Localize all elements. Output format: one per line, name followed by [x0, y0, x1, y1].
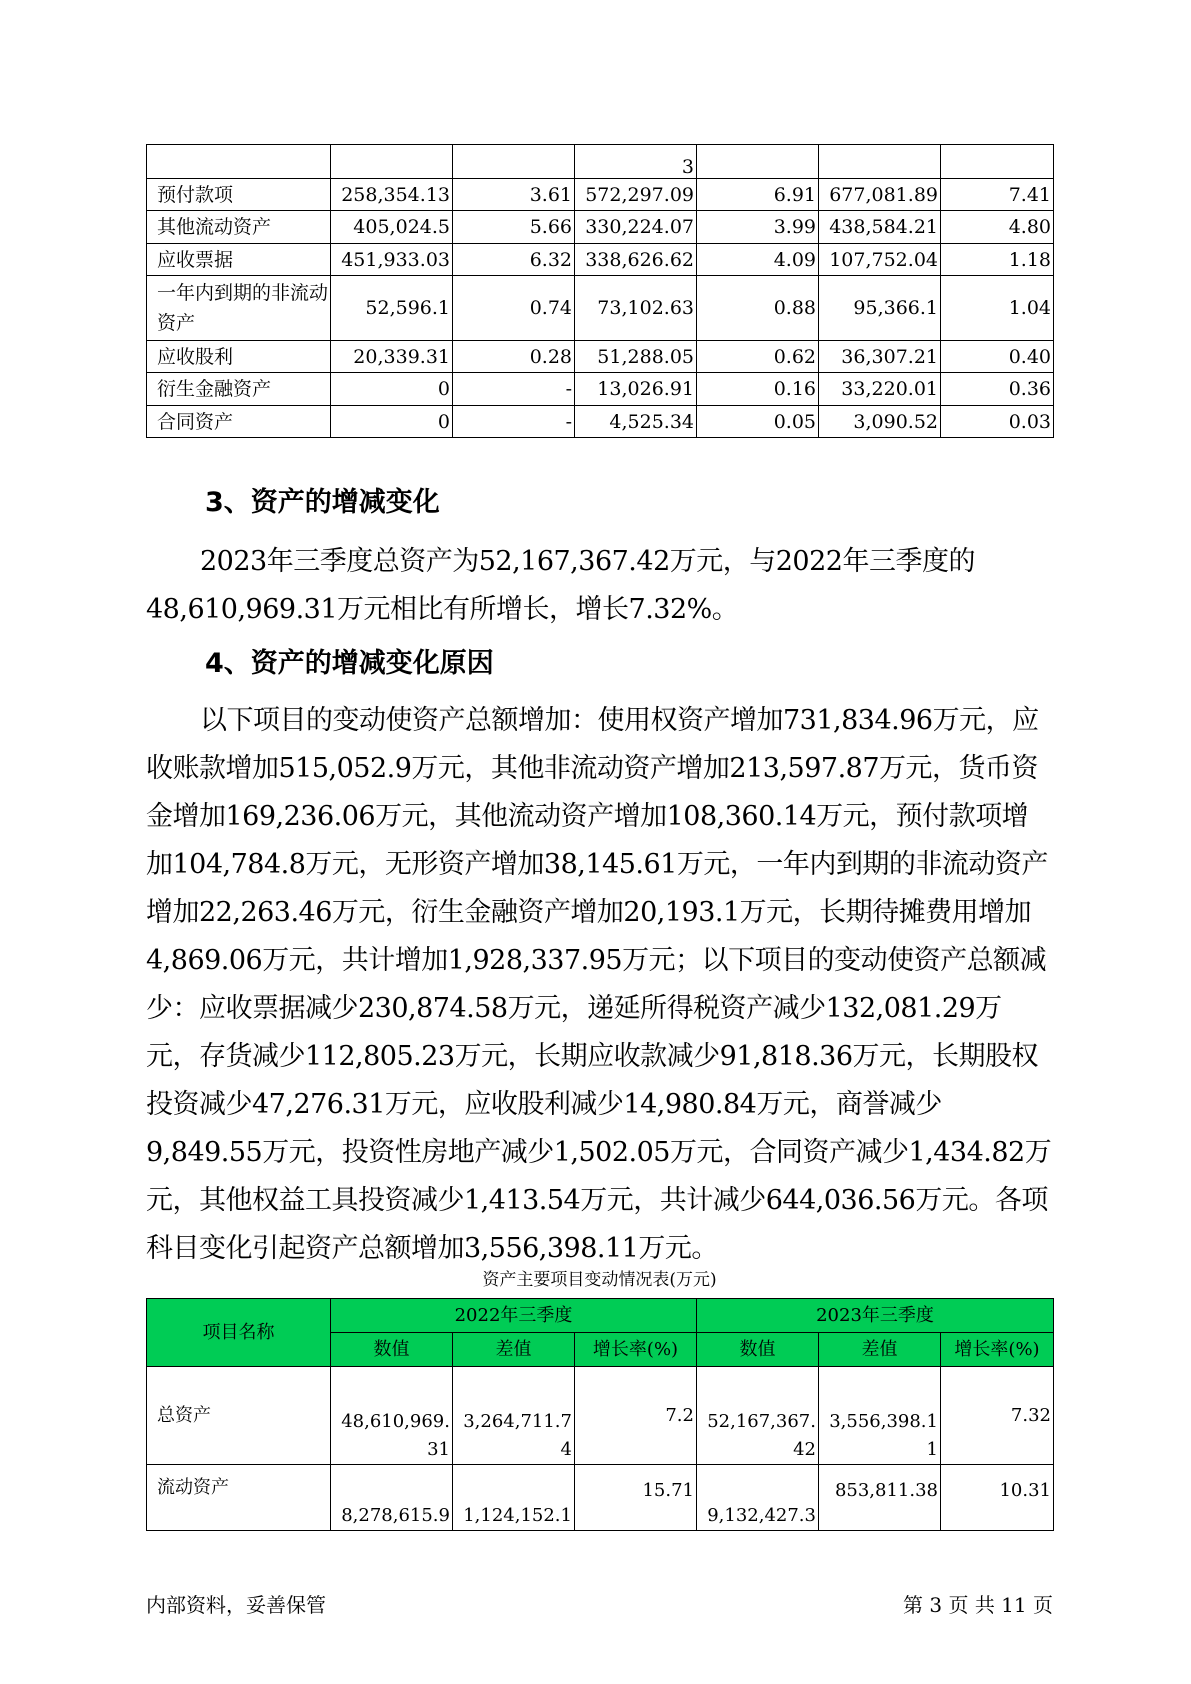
cell: 258,354.13 [331, 179, 453, 211]
cell: 33,220.01 [819, 373, 941, 406]
cell: 73,102.63 [575, 276, 697, 341]
cell: - [453, 373, 575, 406]
cell: 0.88 [697, 276, 819, 341]
cell: 4,525.34 [575, 406, 697, 438]
table-row [147, 1465, 1054, 1531]
cell: 107,752.04 [819, 244, 941, 276]
cell: 6.32 [453, 244, 575, 276]
asset-change-table [146, 1298, 1054, 1531]
row-name: 合同资产 [147, 406, 331, 438]
section4-heading: 4、资产的增减变化原因 [205, 648, 494, 679]
cell: 677,081.89 [819, 179, 941, 211]
cell: 438,584.21 [819, 211, 941, 244]
header-growth: 增长率(%) [941, 1333, 1054, 1367]
cell: 0.74 [453, 276, 575, 341]
row-name: 一年内到期的非流动资产 [147, 276, 331, 341]
cell: 52,167,367.42 [697, 1367, 819, 1465]
cell: 3,556,398.11 [819, 1367, 941, 1465]
row-name: 预付款项 [147, 179, 331, 211]
cell: 3,264,711.74 [453, 1367, 575, 1465]
row-name: 应收股利 [147, 341, 331, 373]
cell: 338,626.62 [575, 244, 697, 276]
cell: 3.61 [453, 179, 575, 211]
cell: 0.40 [941, 341, 1054, 373]
header-value: 数值 [697, 1333, 819, 1367]
footer-page-number: 第 3 页 共 11 页 [903, 1593, 1053, 1617]
section3-body: 2023年三季度总资产为52,167,367.42万元，与2022年三季度的48,610,969.31万元相比有所增长，增长7.32%。 [146, 546, 975, 625]
cell: 0.62 [697, 341, 819, 373]
cell: 5.66 [453, 211, 575, 244]
cell: 7.32 [941, 1367, 1054, 1465]
header-period-2023: 2023年三季度 [697, 1299, 1054, 1333]
cell: 36,307.21 [819, 341, 941, 373]
row-name: 衍生金融资产 [147, 373, 331, 406]
cell: 0 [331, 373, 453, 406]
header-growth: 增长率(%) [575, 1333, 697, 1367]
cell: 9,132,427.3 [697, 1465, 819, 1531]
cell: 451,933.03 [331, 244, 453, 276]
table-row [147, 341, 1054, 373]
cell: 3,090.52 [819, 406, 941, 438]
header-diff: 差值 [819, 1333, 941, 1367]
cell: 1.18 [941, 244, 1054, 276]
table-row [147, 145, 1054, 179]
cell: 0.28 [453, 341, 575, 373]
cell: 10.31 [941, 1465, 1054, 1531]
row-name: 总资产 [147, 1367, 331, 1465]
table-row [147, 276, 1054, 341]
cell: 51,288.05 [575, 341, 697, 373]
header-diff: 差值 [453, 1333, 575, 1367]
cell: 8,278,615.9 [331, 1465, 453, 1531]
table-header-row [147, 1299, 1054, 1333]
cell: 853,811.38 [819, 1465, 941, 1531]
section3-heading: 3、资产的增减变化 [205, 487, 440, 518]
table-caption: 资产主要项目变动情况表(万元) [482, 1270, 717, 1290]
row-name: 其他流动资产 [147, 211, 331, 244]
cell: 0 [331, 406, 453, 438]
cell: 48,610,969.31 [331, 1367, 453, 1465]
cell: 405,024.5 [331, 211, 453, 244]
table-row [147, 179, 1054, 211]
table-row [147, 211, 1054, 244]
cell: 0.36 [941, 373, 1054, 406]
cell: 15.71 [575, 1465, 697, 1531]
table-row [147, 406, 1054, 438]
cell: - [453, 406, 575, 438]
asset-ratio-table [146, 144, 1054, 438]
cell: 20,339.31 [331, 341, 453, 373]
row-name: 应收票据 [147, 244, 331, 276]
cell: 1.04 [941, 276, 1054, 341]
cell: 4.80 [941, 211, 1054, 244]
header-value: 数值 [331, 1333, 453, 1367]
cell: 95,366.1 [819, 276, 941, 341]
cell: 1,124,152.1 [453, 1465, 575, 1531]
continuation-cell: 3 [575, 145, 697, 179]
cell: 0.05 [697, 406, 819, 438]
table-row [147, 1367, 1054, 1465]
cell: 4.09 [697, 244, 819, 276]
cell: 0.16 [697, 373, 819, 406]
table-row [147, 244, 1054, 276]
table-row [147, 373, 1054, 406]
section4-body: 以下项目的变动使资产总额增加：使用权资产增加731,834.96万元，应收账款增加515,052.9万元，其他非流动资产增加213,597.87万元，货币资金增加169,236.06万元，其他流动资产增加108,360.14万元，预付款项增加104,784.8万元，无形资产增加38,145.61万元，一年内到期的非流动资产增加22,263.46万元，衍生金融资产增加20,193.1万元，长期待摊费用增加4,869.06万元，共计增加1,928,337.95万元；以下项目的变动使资产总额减少：应收票据减少230,874.58万元，递延所得税资产减少132,081.29万元，存货减少112,805.23万元，长期应收款减少91,818.36万元，长期股权投资减少47,276.31万元，应收股利减少14,980.84万元，商誉减少9,849.55万元，投资性房地产减少1,502.05万元，合同资产减少1,434.82万元，其他权益工具投资减少1,413.54万元，共计减少644,036.56万元。各项科目变化引起资产总额增加3,556,398.11万元。 [146, 705, 1052, 1264]
header-item-name: 项目名称 [147, 1299, 331, 1367]
cell: 572,297.09 [575, 179, 697, 211]
row-name: 流动资产 [147, 1465, 331, 1531]
footer-confidential-note: 内部资料，妥善保管 [146, 1593, 326, 1617]
cell: 13,026.91 [575, 373, 697, 406]
cell: 52,596.1 [331, 276, 453, 341]
cell: 330,224.07 [575, 211, 697, 244]
header-period-2022: 2022年三季度 [331, 1299, 697, 1333]
cell: 6.91 [697, 179, 819, 211]
cell: 0.03 [941, 406, 1054, 438]
cell: 3.99 [697, 211, 819, 244]
cell: 7.2 [575, 1367, 697, 1465]
cell: 7.41 [941, 179, 1054, 211]
